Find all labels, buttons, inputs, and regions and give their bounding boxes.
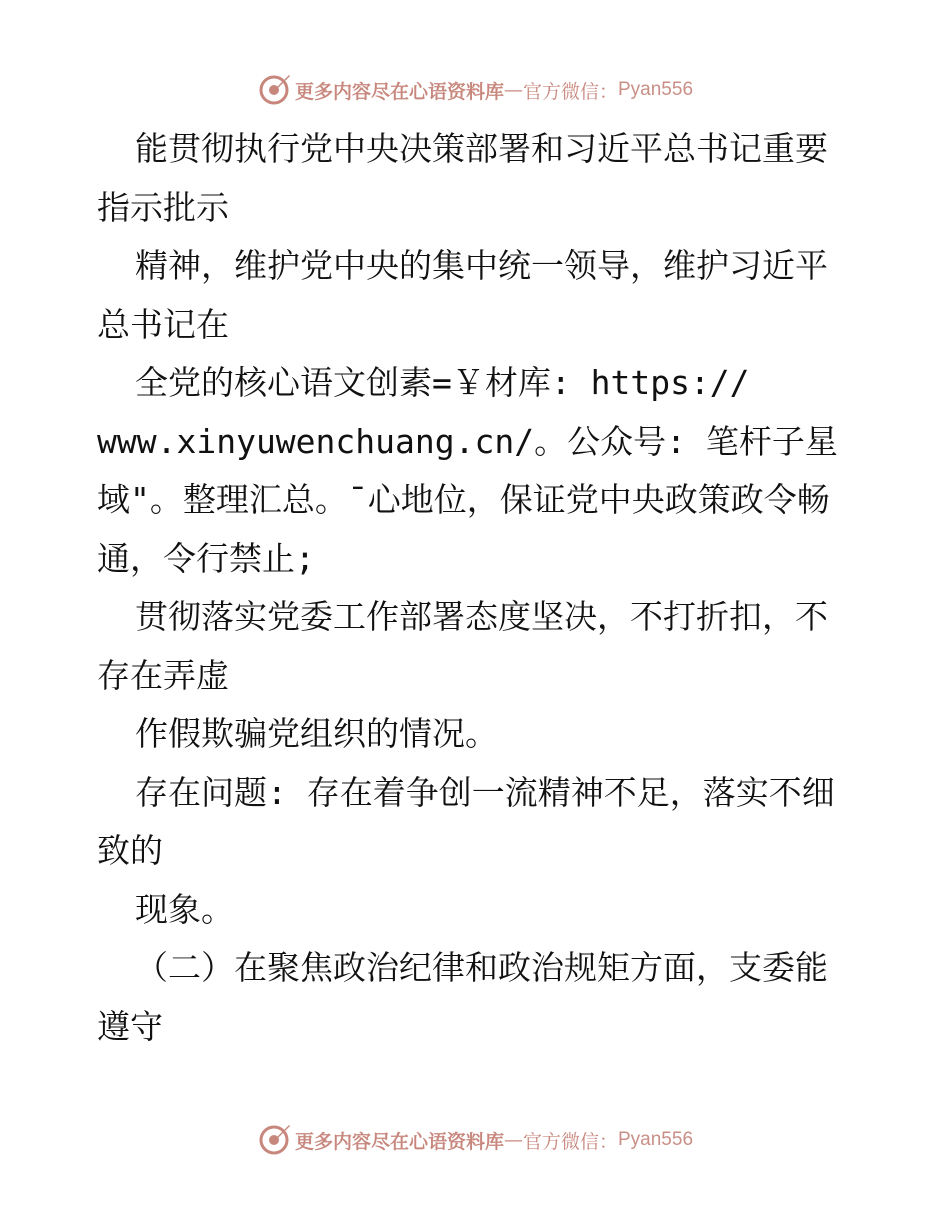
text-line: 通，令行禁止; xyxy=(97,538,315,578)
watermark-separator: — xyxy=(503,1129,523,1151)
text-line: 致的 xyxy=(97,831,163,870)
text-line: 现象。 xyxy=(135,889,234,929)
text-line: （二）在聚焦政治纪律和政治规矩方面，支委能 xyxy=(135,948,828,987)
text-line: 遵守 xyxy=(97,1006,163,1046)
text-line: 精神，维护党中央的集中统一领导，维护习近平 xyxy=(135,246,828,285)
text-line: 存在问题: 存在着争创一流精神不足，落实不细 xyxy=(135,772,835,812)
document-body xyxy=(97,120,857,1056)
pen-circle-logo-icon xyxy=(257,1123,291,1157)
text-line: www.xinyuwenchuang.cn/。公众号: 笔杆子星 xyxy=(97,421,838,461)
watermark-main-text: 更多内容尽在心语资料库 xyxy=(294,1130,504,1153)
watermark-sub-text: 官方微信： xyxy=(522,80,618,103)
text-line: 贯彻落实党委工作部署态度坚决，不打折扣，不 xyxy=(135,597,828,636)
watermark-id: Pyan556 xyxy=(618,79,694,100)
pen-circle-logo-icon xyxy=(257,73,291,107)
watermark-sub-text: 官方微信： xyxy=(522,1130,618,1153)
text-line: 能贯彻执行党中央决策部署和习近平总书记重要 xyxy=(135,129,828,168)
watermark-id: Pyan556 xyxy=(618,1129,694,1150)
text-line: 全党的核心语文创素=￥材库: https:// xyxy=(135,363,750,402)
header-watermark xyxy=(0,70,950,110)
footer-watermark xyxy=(0,1120,950,1160)
text-line: 存在弄虚 xyxy=(97,655,229,695)
watermark-main-text: 更多内容尽在心语资料库 xyxy=(294,80,504,103)
watermark-separator: — xyxy=(503,79,523,101)
text-line: 作假欺骗党组织的情况。 xyxy=(135,714,498,753)
text-line: 总书记在 xyxy=(97,304,229,344)
text-line: 域"。整理汇总。¯心地位，保证党中央政策政令畅 xyxy=(97,480,830,519)
text-line: 指示批示 xyxy=(97,187,229,227)
